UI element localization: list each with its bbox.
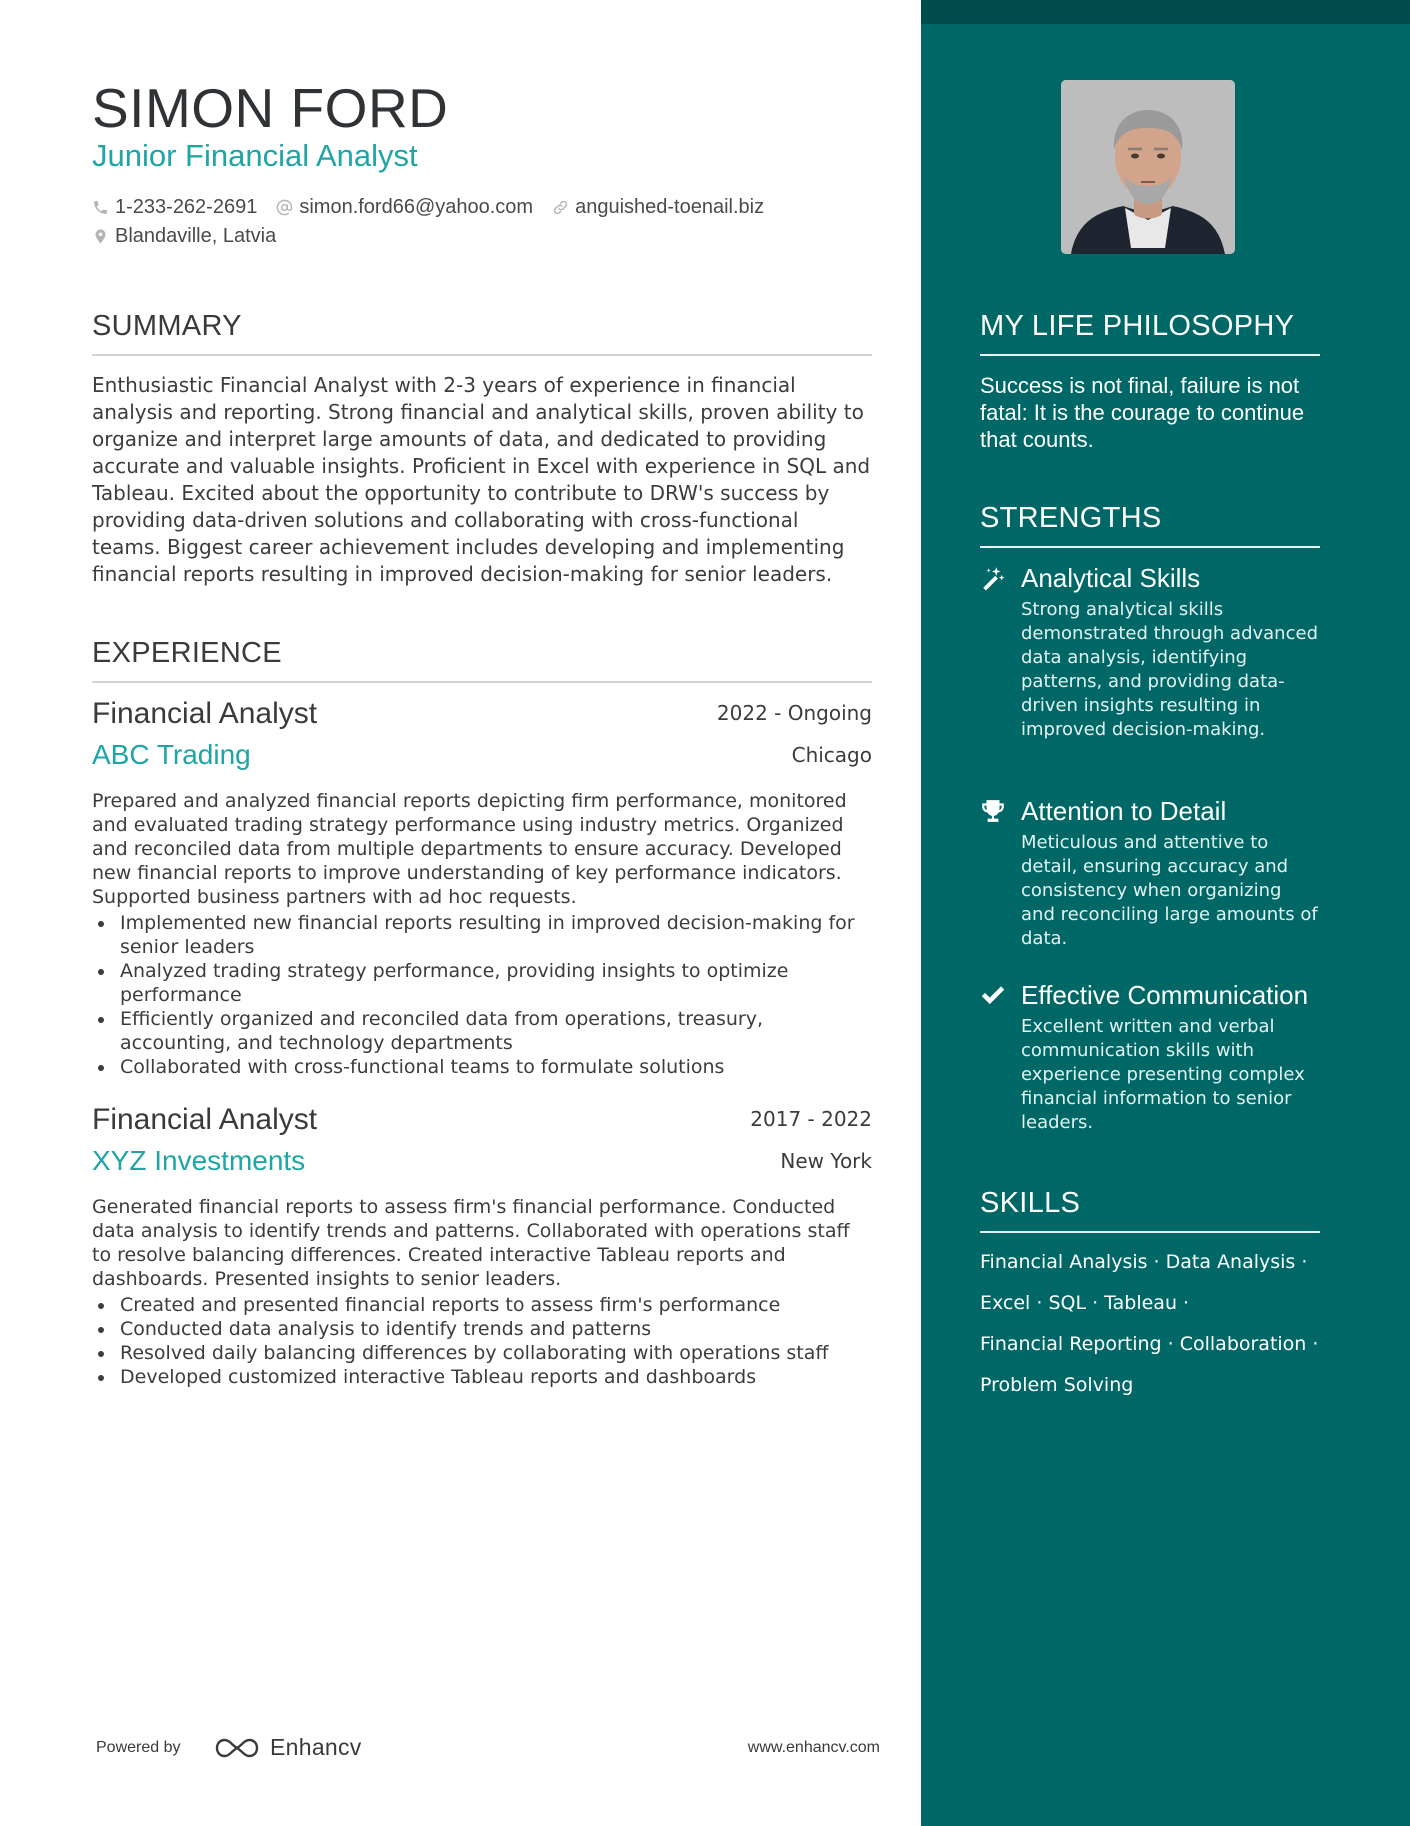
trophy-icon — [980, 798, 1006, 824]
job-bullet: Implemented new financial reports resulting in improved decision-making for senior leaders — [92, 911, 872, 959]
summary-text: Enthusiastic Financial Analyst with 2-3 years of experience in financial analysis and reporting. Strong financial and analytical skills, proven ability to organize and interpret large amounts of data, and dedicated to providing accurate and valuable insights. Proficient in Excel with experience in SQL and Tableau. Excited about the opportunity to contribute to DRW's success by providing data-driven solutions and collaborating with cross-functional teams. Biggest career achievement includes developing and implementing financial reports resulting in improved decision-making for senior leaders. — [92, 373, 871, 586]
location-item — [92, 222, 276, 251]
skill-line: Financial Reporting · Collaboration · — [980, 1333, 1319, 1355]
job-bullet: Efficiently organized and reconciled data from operations, treasury, accounting, and technology departments — [92, 1007, 872, 1055]
job-bullets — [92, 911, 872, 1079]
job-company: XYZ Investments — [92, 1145, 306, 1176]
job-dates: 2017 - 2022 — [750, 1107, 872, 1131]
enhancv-logo-icon — [214, 1735, 260, 1761]
location-pin-icon — [92, 228, 109, 245]
strength-description: Excellent written and verbal communication skills with experience presenting complex financial information to senior leaders. — [1021, 1016, 1305, 1133]
job-bullet: Conducted data analysis to identify trends and patterns — [92, 1317, 872, 1341]
footer — [96, 1734, 880, 1764]
job-bullet: Created and presented financial reports to assess firm's performance — [92, 1293, 872, 1317]
skill-line: Excel · SQL · Tableau · — [980, 1292, 1190, 1314]
enhancv-logo[interactable] — [214, 1734, 362, 1761]
phone-icon — [92, 199, 109, 216]
website-text: anguished-toenail.biz — [575, 196, 765, 218]
strength-description: Meticulous and attentive to detail, ensuring accuracy and consistency when organizing and reconciling large amounts of data. — [1021, 832, 1318, 949]
magic-wand-icon — [980, 565, 1006, 591]
profile-photo — [1061, 80, 1235, 254]
job-bullet: Collaborated with cross-functional teams to formulate solutions — [92, 1055, 872, 1079]
email-item[interactable] — [276, 193, 533, 222]
sidebar — [921, 0, 1410, 1826]
contact-info — [92, 193, 783, 251]
sidebar-top-band — [921, 0, 1410, 24]
strength-item — [980, 795, 1320, 951]
enhancv-wordmark: Enhancv — [270, 1734, 362, 1760]
job-location: Chicago — [791, 743, 872, 767]
strengths-heading: STRENGTHS — [980, 502, 1320, 548]
experience-item — [92, 697, 872, 1079]
job-company: ABC Trading — [92, 739, 251, 770]
footer-site-link[interactable]: www.enhancv.com — [747, 1739, 880, 1756]
website-item[interactable] — [552, 193, 764, 222]
skill-line: Financial Analysis · Data Analysis · — [980, 1251, 1308, 1273]
phone-item[interactable] — [92, 193, 257, 222]
email-text: simon.ford66@yahoo.com — [299, 196, 534, 218]
at-icon — [276, 199, 293, 216]
experience-heading: EXPERIENCE — [92, 637, 872, 683]
skills-list — [980, 1242, 1320, 1406]
philosophy-text: Success is not final, failure is not fatal: It is the courage to continue that counts. — [980, 373, 1305, 452]
checkmark-icon — [980, 982, 1006, 1008]
job-role: Financial Analyst — [92, 1103, 318, 1136]
skill-line: Problem Solving — [980, 1374, 1134, 1396]
strength-item — [980, 979, 1320, 1135]
job-bullet: Resolved daily balancing differences by collaborating with operations staff — [92, 1341, 872, 1365]
phone-text: 1-233-262-2691 — [115, 196, 258, 218]
portrait-illustration — [1061, 80, 1235, 254]
job-dates: 2022 - Ongoing — [716, 701, 872, 725]
skills-heading: SKILLS — [980, 1187, 1320, 1233]
job-role: Financial Analyst — [92, 697, 318, 730]
philosophy-heading: MY LIFE PHILOSOPHY — [980, 310, 1320, 356]
summary-heading: SUMMARY — [92, 310, 872, 356]
link-icon — [552, 199, 569, 216]
strength-title: Attention to Detail — [1021, 796, 1227, 826]
experience-item — [92, 1103, 872, 1389]
candidate-name: SIMON FORD — [92, 77, 449, 139]
candidate-title: Junior Financial Analyst — [92, 138, 418, 173]
powered-by-label: Powered by — [96, 1739, 181, 1756]
job-description: Generated financial reports to assess firm's financial performance. Conducted data analysis to identify trends and patterns. Collaborated with operations staff to resolve balancing differences. Created interactive Tableau reports and dashboards. Presented insights to senior leaders. — [92, 1196, 850, 1290]
strength-title: Analytical Skills — [1021, 563, 1201, 593]
strength-item — [980, 562, 1320, 742]
strength-title: Effective Communication — [1021, 980, 1309, 1010]
job-bullet: Developed customized interactive Tableau reports and dashboards — [92, 1365, 872, 1389]
location-text: Blandaville, Latvia — [115, 225, 277, 247]
job-description: Prepared and analyzed financial reports depicting firm performance, monitored and evaluated trading strategy performance using industry metrics. Organized and reconciled data from multiple departments to ensure accuracy. Developed new financial reports to improve understanding of key performance indicators. Supported business partners with ad hoc requests. — [92, 790, 847, 908]
job-bullets — [92, 1293, 872, 1389]
job-location: New York — [780, 1149, 872, 1173]
strength-description: Strong analytical skills demonstrated through advanced data analysis, identifying patterns, and providing data-driven insights resulting in improved decision-making. — [1021, 599, 1318, 740]
job-bullet: Analyzed trading strategy performance, providing insights to optimize performance — [92, 959, 872, 1007]
